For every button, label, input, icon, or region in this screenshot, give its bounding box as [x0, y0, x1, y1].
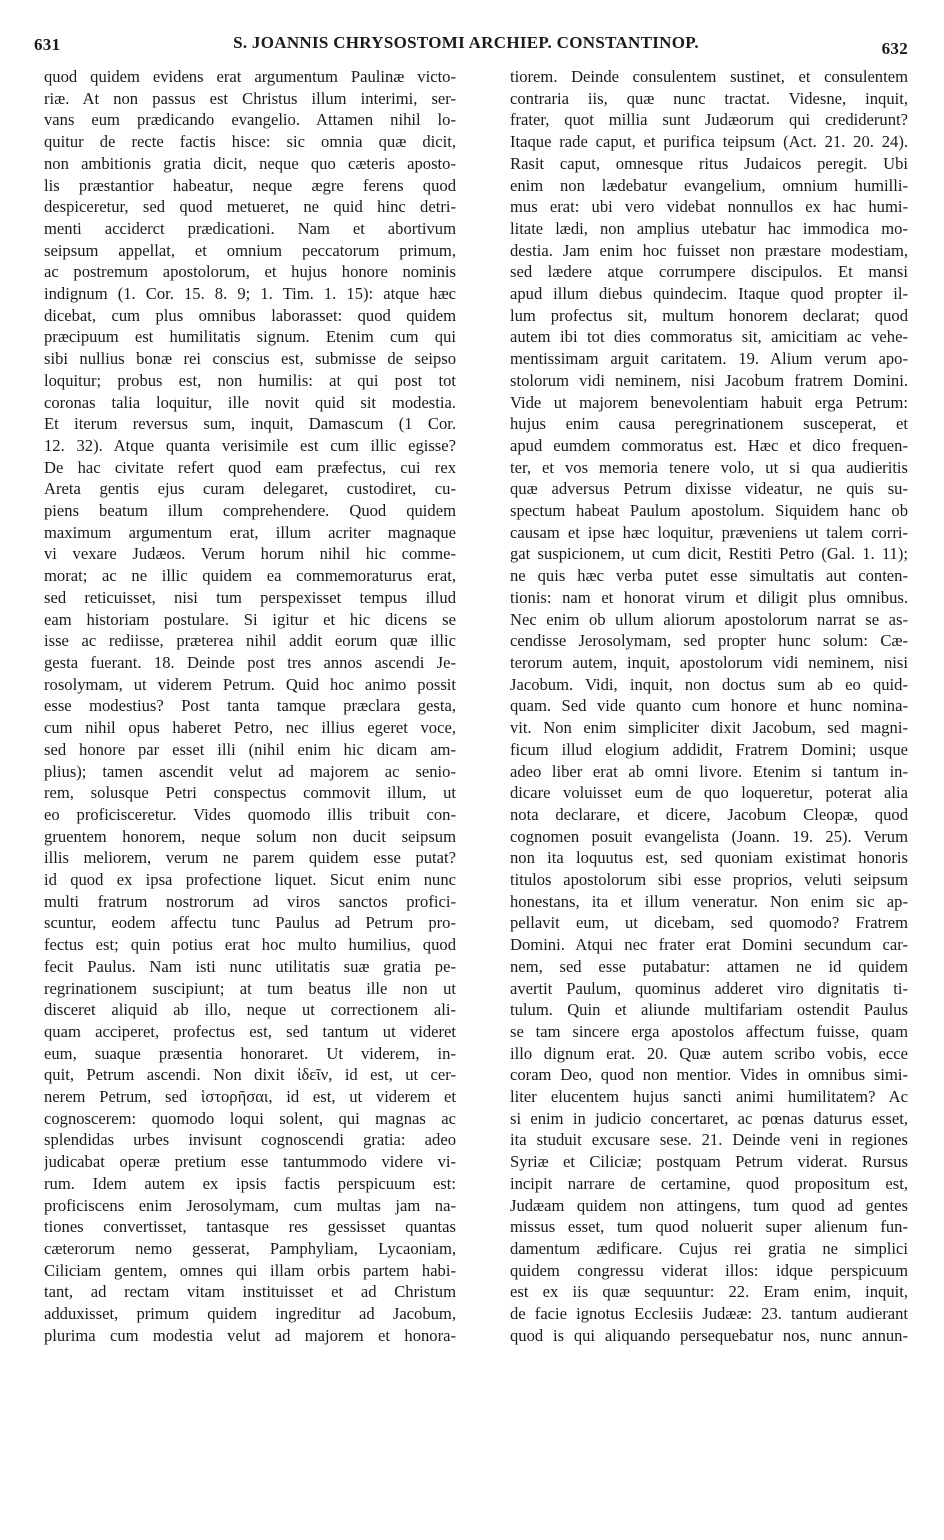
text-line: Itaque rade caput, et purifica teipsum (Act. 21. 20. 24). [510, 132, 908, 152]
text-line: sibi nullius bonæ rei conscius est, submisse de seipso [44, 349, 456, 369]
page-number-left: 631 [34, 35, 61, 54]
text-line: quam. Sed vide quanto cum honore et hunc nomina- [510, 696, 908, 716]
left-column [44, 66, 456, 1346]
text-line: Vide ut majorem benevolentiam habuit erga Petrum: [510, 392, 908, 412]
text-line: lis præstantior habeatur, neque ægre ferens quod [44, 175, 456, 195]
text-line: Nec enim ob ullum aliorum apostolorum narrat se as- [510, 609, 908, 629]
text-line: quæ adversus Petrum dixisse videatur, ne quis su- [510, 479, 908, 499]
text-line: frater, quot millia sunt Judæorum qui crediderunt? [510, 110, 908, 130]
text-line: De hac civitate refert quod eam præfectus, cui rex [44, 457, 456, 477]
text-line: nerem Petrum, sed ἱστορῆσαι, id est, ut viderem et [44, 1087, 456, 1107]
text-line: missus esset, tum quod noluerit super alienum fun- [510, 1217, 908, 1237]
text-line: quit, Petrum ascendi. Non dixit ἰδεῖν, id est, ut cer- [44, 1065, 456, 1085]
right-column [510, 66, 908, 1346]
text-line: disceret aliquid ab illo, neque ut correctionem ali- [44, 1000, 456, 1020]
text-line: autem ibi tot dies commoratus sit, amicitiam ac vehe- [510, 327, 908, 347]
text-line: cendisse Jerosolymam, sed propter hunc solum: Cæ- [510, 631, 908, 651]
text-line: cum nihil opus haberet Petro, nec illius egeret voce, [44, 718, 456, 738]
text-line: plurima cum modestia velut ad majorem et honora- [44, 1325, 456, 1345]
text-line: rosolymam, ut viderem Petrum. Quid hoc animo possit [44, 674, 456, 694]
text-line: contraria iis, quæ nunc tractat. Videsne, inquit, [510, 88, 908, 108]
text-line: scuntur, eodem affectu tunc Paulus ad Petrum pro- [44, 913, 456, 933]
text-line: tulum. Quin et aliunde multifariam ostendit Paulus [510, 1000, 908, 1020]
text-line: loquitur; probus est, non humilis: at qui post tot [44, 370, 456, 390]
text-line: hujus enim causa peregrinationem susceperat, et [510, 414, 908, 434]
text-line: terorum autem, inquit, apostolorum vidi neminem, nisi [510, 652, 908, 672]
text-line: mus erat: ubi vero videbat nonnullos ex hac humi- [510, 197, 908, 217]
text-line: ac postremum apostolorum, et hujus honore nominis [44, 262, 456, 282]
text-line: cognomen posuit evangelista (Joann. 19. 25). Verum [510, 826, 908, 846]
text-line: apud illum diebus quindecim. Itaque quod propter il- [510, 284, 908, 304]
text-line: lum profectus sit, multum honorem declarat; quod [510, 305, 908, 325]
text-line: Ciliciam gentem, omnes qui illam orbis partem habi- [44, 1260, 456, 1280]
text-line: ita studuit excusare sese. 21. Deinde veni in regiones [510, 1130, 908, 1150]
text-line: plius); tamen ascendit velut ad majorem ac senio- [44, 761, 456, 781]
text-line: adduxisset, primum quidem ingreditur ad Jacobum, [44, 1304, 456, 1324]
text-line: tiones convertisset, tantasque res gessisset quantas [44, 1217, 456, 1237]
text-line: proficiscens enim Jerosolymam, cum multas jam na- [44, 1195, 456, 1215]
text-line: morat; ac ne illic quidem ea commemoraturus erat, [44, 566, 456, 586]
text-line: Jacobum. Vidi, inquit, non doctus sum ab eo quid- [510, 674, 908, 694]
text-line: vans eum prædicando evangelio. Attamen nihil lo- [44, 110, 456, 130]
text-line: litate lædi, non amplius utebatur hac immodica mo- [510, 218, 908, 238]
text-line: gat suspicionem, ut cum dicit, Restiti Petro (Gal. 1. 11); [510, 544, 908, 564]
text-line: cognoscerem: quomodo loqui solent, qui magnas ac [44, 1108, 456, 1128]
text-line: fectus est; quin potius erat hoc multo humilius, quod [44, 935, 456, 955]
text-line: Areta gentis ejus curam delegaret, custodiret, cu- [44, 479, 456, 499]
text-line: riæ. At non passus est Christus illum interimi, ser- [44, 88, 456, 108]
text-line: titulos apostolorum sibi esse proprios, veluti seipsum [510, 870, 908, 890]
text-line: damentum ædificare. Cujus rei gratia ne simplici [510, 1238, 908, 1258]
text-line: sed reticuisset, nisi tum perspexisset tempus illud [44, 587, 456, 607]
text-line: judicabat operæ pretium esse tantummodo videre vi- [44, 1152, 456, 1172]
text-line: menti acciderct prædicationi. Nam et abortivum [44, 218, 456, 238]
text-line: de facie ignotus Ecclesiis Judææ: 23. tantum audierant [510, 1304, 908, 1324]
text-line: avertit Paulum, quominus adderet viro dignitatis ti- [510, 978, 908, 998]
text-line: incipit narrare de certamine, quod propositum est, [510, 1173, 908, 1193]
text-line: se tam sincere erga apostolos affectum fuisse, quam [510, 1021, 908, 1041]
text-line: gruentem honorem, neque solum non ducit seipsum [44, 826, 456, 846]
text-line: tant, ad rectam vitam instituisset et ad Christum [44, 1282, 456, 1302]
text-line: quitur de recte factis hisce: sic omnia quæ dicit, [44, 132, 456, 152]
text-line: quod is qui aliquando persequebatur nos, nunc annun- [510, 1325, 908, 1345]
text-line: apud eumdem commoratus est. Hæc et dico frequen- [510, 435, 908, 455]
text-line: sed lædere atque corrumpere discipulos. Et mansi [510, 262, 908, 282]
text-line: multi fratrum nostrorum ad viros sanctos profici- [44, 891, 456, 911]
text-line: mentissimam arguit caritatem. 19. Alium verum apo- [510, 349, 908, 369]
text-line: eo proficisceretur. Vides quomodo illis tribuit con- [44, 804, 456, 824]
text-line: si enim in judicio concertaret, ac pœnas daturus esset, [510, 1108, 908, 1128]
text-line: pellavit eum, ut dicebam, sed quomodo? Fratrem [510, 913, 908, 933]
text-line: illo dignum erat. 20. Quæ autem scribo vobis, ecce [510, 1043, 908, 1063]
text-line: vit. Non enim simpliciter dixit Jacobum, sed magni- [510, 718, 908, 738]
text-line: honestans, ita et illum veneratur. Non enim sic ap- [510, 891, 908, 911]
text-line: Rasit caput, omnesque ritus Judaicos peregit. Ubi [510, 153, 908, 173]
text-line: esse modestius? Post tanta tamque præclara gesta, [44, 696, 456, 716]
text-line: 12. 32). Atque quanta verisimile est cum illic egisse? [44, 435, 456, 455]
text-line: stolorum vidi neminem, nisi Jacobum fratrem Domini. [510, 370, 908, 390]
text-line: Et iterum reversus sum, inquit, Damascum (1 Cor. [44, 414, 456, 434]
text-line: rum. Idem autem ex ipsis factis perspicuum est: [44, 1173, 456, 1193]
text-line: quam acciperet, profectus est, sed tantum ut videret [44, 1021, 456, 1041]
text-line: seipsum appellat, et omnium peccatorum primum, [44, 240, 456, 260]
text-line: tionis: nam et honorat virum et diligit plus omnibus. [510, 587, 908, 607]
text-line: est ex iis quæ sequuntur: 22. Eram enim, inquit, [510, 1282, 908, 1302]
text-line: cæterorum nemo gesserat, Pamphyliam, Lycaoniam, [44, 1238, 456, 1258]
text-line: coram Deo, quod non mentior. Vides in omnibus simi- [510, 1065, 908, 1085]
text-line: eum, suaque præsentia honoraret. Ut viderem, in- [44, 1043, 456, 1063]
text-line: spectum habeat Paulum apostolum. Siquidem hanc ob [510, 501, 908, 521]
text-line: nem, sed esse putabatur: attamen ne id quidem [510, 956, 908, 976]
text-line: maximum argumentum erat, illum acriter magnaque [44, 522, 456, 542]
text-line: destia. Jam enim hoc fuisset non præstare modestiam, [510, 240, 908, 260]
text-line: liter elucentem hujus sancti animi humilitatem? Ac [510, 1087, 908, 1107]
text-line: enim non lædebatur evangelium, omnium humilli- [510, 175, 908, 195]
text-line: id quod ex ipsa profectione liquet. Sicut enim nunc [44, 870, 456, 890]
text-line: adeo liber erat ab omni livore. Etenim si tantum in- [510, 761, 908, 781]
text-line: dicebat, cum plus omnibus laborasset: quod quidem [44, 305, 456, 325]
text-line: Judæam quidem non attingens, tum quod ad gentes [510, 1195, 908, 1215]
text-line: tiorem. Deinde consulentem sustinet, et consulentem [510, 67, 908, 86]
text-line: quod quidem evidens erat argumentum Paulinæ victo- [44, 67, 456, 86]
text-line: fecit Paulus. Nam isti nunc utilitatis suæ gratia pe- [44, 956, 456, 976]
text-line: nota declarare, et dicere, Jacobum Cleopæ, quod [510, 804, 908, 824]
text-line: quidem congressu viderat illos: idque perspicuum [510, 1260, 908, 1280]
text-line: non ambitionis gratia dicit, neque quo cæteris aposto- [44, 153, 456, 173]
text-line: coronas talia loquitur, ille novit quid sit modestia. [44, 392, 456, 412]
text-line: ficum illud elogium addidit, Fratrem Domini; usque [510, 739, 908, 759]
text-line: despiceretur, sed quod metueret, ne quid hinc detri- [44, 197, 456, 217]
text-line: dicare voluisset eum de quo loqueretur, poterat alia [510, 783, 908, 803]
text-line: præcipuum est humilitatis signum. Etenim cum qui [44, 327, 456, 347]
text-line: non ita loquutus est, sed quoniam existimat honoris [510, 848, 908, 868]
text-line: Domini. Atqui nec frater erat Domini secundum car- [510, 935, 908, 955]
text-line: eam historiam postulare. Si igitur et hic dicens se [44, 609, 456, 629]
page-header [26, 33, 906, 59]
page-number-right: 632 [881, 39, 908, 58]
text-line: piens beatum illum comprehendere. Quod quidem [44, 501, 456, 521]
running-title: S. JOANNIS CHRYSOSTOMI ARCHIEP. CONSTANTINOP. [233, 33, 699, 52]
text-line: illis meliorem, verum ne parem quidem esse putat? [44, 848, 456, 868]
text-line: Syriæ et Ciliciæ; postquam Petrum viderat. Rursus [510, 1152, 908, 1172]
text-line: causam et ipse hæc loquitur, præveniens ut talem corri- [510, 522, 908, 542]
text-line: regrinationem suscipiunt; at tum beatus ille non ut [44, 978, 456, 998]
text-line: indignum (1. Cor. 15. 8. 9; 1. Tim. 1. 15): atque hæc [44, 284, 456, 304]
text-line: gesta fuerant. 18. Deinde post tres annos ascendi Je- [44, 652, 456, 672]
text-line: vi vexare Judæos. Verum horum nihil hic comme- [44, 544, 456, 564]
text-line: sed honore par esset illi (nihil enim hic dicam am- [44, 739, 456, 759]
text-line: ne quis hæc verba putet esse simultatis aut conten- [510, 566, 908, 586]
text-line: splendidas urbes invisunt cognoscendi gratia: adeo [44, 1130, 456, 1150]
text-line: isse ac rediisse, præterea nihil addit eorum quæ illic [44, 631, 456, 651]
text-line: ter, et vos memoria tenere volo, ut si qua audieritis [510, 457, 908, 477]
text-line: rem, solusque Petri conspectus commovit illum, ut [44, 783, 456, 803]
